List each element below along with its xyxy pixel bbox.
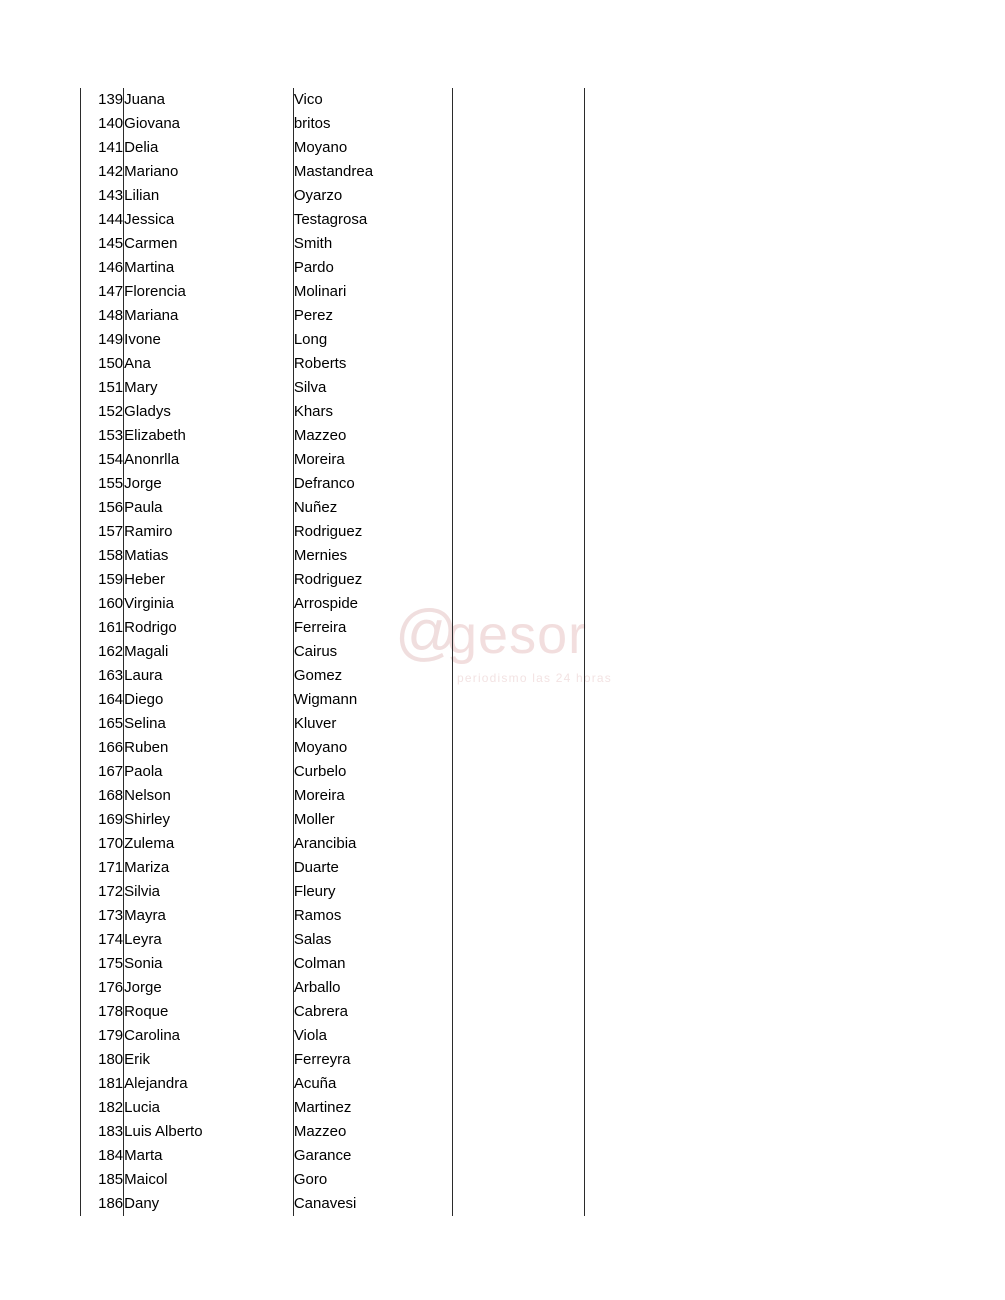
last-name-cell: Cabrera <box>293 1000 453 1024</box>
first-name-cell: Shirley <box>124 808 294 832</box>
empty-cell-4 <box>453 160 585 184</box>
row-number-cell: 144 <box>81 208 124 232</box>
empty-cell-5 <box>584 1072 585 1096</box>
empty-cell-5 <box>584 640 585 664</box>
empty-cell-4 <box>453 760 585 784</box>
empty-cell-5 <box>584 232 585 256</box>
table-row <box>81 904 586 928</box>
table-row <box>81 568 586 592</box>
table-row <box>81 328 586 352</box>
first-name-cell: Leyra <box>124 928 294 952</box>
table-row <box>81 1144 586 1168</box>
last-name-cell: Mazzeo <box>293 424 453 448</box>
row-number-cell: 151 <box>81 376 124 400</box>
last-name-cell: Acuña <box>293 1072 453 1096</box>
empty-cell-5 <box>584 592 585 616</box>
first-name-cell: Erik <box>124 1048 294 1072</box>
first-name-cell: Luis Alberto <box>124 1120 294 1144</box>
first-name-cell: Sonia <box>124 952 294 976</box>
empty-cell-4 <box>453 1192 585 1216</box>
last-name-cell: Mernies <box>293 544 453 568</box>
row-number-cell: 156 <box>81 496 124 520</box>
row-number-cell: 152 <box>81 400 124 424</box>
row-number-cell: 171 <box>81 856 124 880</box>
table-row <box>81 880 586 904</box>
empty-cell-5 <box>584 1120 585 1144</box>
first-name-cell: Rodrigo <box>124 616 294 640</box>
first-name-cell: Diego <box>124 688 294 712</box>
first-name-cell: Maicol <box>124 1168 294 1192</box>
empty-cell-5 <box>584 304 585 328</box>
empty-cell-4 <box>453 328 585 352</box>
last-name-cell: Moller <box>293 808 453 832</box>
last-name-cell: britos <box>293 112 453 136</box>
first-name-cell: Martina <box>124 256 294 280</box>
empty-cell-4 <box>453 376 585 400</box>
empty-cell-4 <box>453 880 585 904</box>
empty-cell-4 <box>453 520 585 544</box>
row-number-cell: 184 <box>81 1144 124 1168</box>
empty-cell-5 <box>584 832 585 856</box>
last-name-cell: Nuñez <box>293 496 453 520</box>
row-number-cell: 140 <box>81 112 124 136</box>
table-row <box>81 1024 586 1048</box>
empty-cell-5 <box>584 208 585 232</box>
empty-cell-4 <box>453 928 585 952</box>
empty-cell-5 <box>584 184 585 208</box>
empty-cell-4 <box>453 1024 585 1048</box>
table-row <box>81 688 586 712</box>
empty-cell-5 <box>584 280 585 304</box>
first-name-cell: Lilian <box>124 184 294 208</box>
last-name-cell: Curbelo <box>293 760 453 784</box>
row-number-cell: 174 <box>81 928 124 952</box>
empty-cell-4 <box>453 208 585 232</box>
watermark-wordmark: gesor <box>447 605 588 665</box>
last-name-cell: Moreira <box>293 448 453 472</box>
empty-cell-5 <box>584 808 585 832</box>
empty-cell-5 <box>584 688 585 712</box>
last-name-cell: Ferreira <box>293 616 453 640</box>
first-name-cell: Magali <box>124 640 294 664</box>
roster-table-body <box>81 88 586 1216</box>
last-name-cell: Wigmann <box>293 688 453 712</box>
empty-cell-5 <box>584 736 585 760</box>
empty-cell-4 <box>453 88 585 112</box>
empty-cell-5 <box>584 1048 585 1072</box>
first-name-cell: Lucia <box>124 1096 294 1120</box>
table-row <box>81 520 586 544</box>
empty-cell-5 <box>584 1168 585 1192</box>
row-number-cell: 145 <box>81 232 124 256</box>
last-name-cell: Arballo <box>293 976 453 1000</box>
row-number-cell: 162 <box>81 640 124 664</box>
table-row <box>81 496 586 520</box>
first-name-cell: Alejandra <box>124 1072 294 1096</box>
last-name-cell: Moyano <box>293 136 453 160</box>
row-number-cell: 167 <box>81 760 124 784</box>
empty-cell-4 <box>453 1120 585 1144</box>
empty-cell-4 <box>453 1000 585 1024</box>
first-name-cell: Giovana <box>124 112 294 136</box>
last-name-cell: Fleury <box>293 880 453 904</box>
first-name-cell: Florencia <box>124 280 294 304</box>
empty-cell-5 <box>584 712 585 736</box>
first-name-cell: Paola <box>124 760 294 784</box>
empty-cell-5 <box>584 112 585 136</box>
row-number-cell: 168 <box>81 784 124 808</box>
empty-cell-5 <box>584 136 585 160</box>
row-number-cell: 169 <box>81 808 124 832</box>
table-row <box>81 1096 586 1120</box>
last-name-cell: Rodriguez <box>293 520 453 544</box>
last-name-cell: Colman <box>293 952 453 976</box>
table-row <box>81 352 586 376</box>
empty-cell-5 <box>584 328 585 352</box>
empty-cell-4 <box>453 1168 585 1192</box>
empty-cell-4 <box>453 664 585 688</box>
empty-cell-5 <box>584 160 585 184</box>
table-row <box>81 928 586 952</box>
table-row <box>81 544 586 568</box>
last-name-cell: Garance <box>293 1144 453 1168</box>
first-name-cell: Mariana <box>124 304 294 328</box>
last-name-cell: Cairus <box>293 640 453 664</box>
row-number-cell: 159 <box>81 568 124 592</box>
empty-cell-4 <box>453 832 585 856</box>
empty-cell-4 <box>453 688 585 712</box>
empty-cell-5 <box>584 856 585 880</box>
empty-cell-4 <box>453 112 585 136</box>
first-name-cell: Gladys <box>124 400 294 424</box>
row-number-cell: 160 <box>81 592 124 616</box>
table-row <box>81 1120 586 1144</box>
table-row <box>81 1048 586 1072</box>
empty-cell-4 <box>453 808 585 832</box>
first-name-cell: Juana <box>124 88 294 112</box>
first-name-cell: Jessica <box>124 208 294 232</box>
row-number-cell: 147 <box>81 280 124 304</box>
roster-table-container <box>80 88 588 1216</box>
table-row <box>81 976 586 1000</box>
last-name-cell: Goro <box>293 1168 453 1192</box>
empty-cell-4 <box>453 304 585 328</box>
table-row <box>81 280 586 304</box>
row-number-cell: 143 <box>81 184 124 208</box>
last-name-cell: Roberts <box>293 352 453 376</box>
first-name-cell: Mariano <box>124 160 294 184</box>
last-name-cell: Gomez <box>293 664 453 688</box>
row-number-cell: 149 <box>81 328 124 352</box>
row-number-cell: 146 <box>81 256 124 280</box>
empty-cell-5 <box>584 760 585 784</box>
last-name-cell: Duarte <box>293 856 453 880</box>
last-name-cell: Canavesi <box>293 1192 453 1216</box>
first-name-cell: Mariza <box>124 856 294 880</box>
empty-cell-4 <box>453 712 585 736</box>
last-name-cell: Vico <box>293 88 453 112</box>
first-name-cell: Zulema <box>124 832 294 856</box>
empty-cell-5 <box>584 400 585 424</box>
first-name-cell: Anonrlla <box>124 448 294 472</box>
empty-cell-5 <box>584 1144 585 1168</box>
last-name-cell: Rodriguez <box>293 568 453 592</box>
empty-cell-5 <box>584 424 585 448</box>
row-number-cell: 170 <box>81 832 124 856</box>
empty-cell-4 <box>453 736 585 760</box>
empty-cell-5 <box>584 928 585 952</box>
roster-table <box>80 88 588 1216</box>
last-name-cell: Perez <box>293 304 453 328</box>
row-number-cell: 148 <box>81 304 124 328</box>
empty-cell-4 <box>453 496 585 520</box>
empty-cell-5 <box>584 448 585 472</box>
row-number-cell: 175 <box>81 952 124 976</box>
row-number-cell: 150 <box>81 352 124 376</box>
row-number-cell: 178 <box>81 1000 124 1024</box>
last-name-cell: Khars <box>293 400 453 424</box>
empty-cell-4 <box>453 184 585 208</box>
row-number-cell: 164 <box>81 688 124 712</box>
row-number-cell: 158 <box>81 544 124 568</box>
row-number-cell: 142 <box>81 160 124 184</box>
table-row <box>81 1000 586 1024</box>
table-row <box>81 88 586 112</box>
empty-cell-5 <box>584 544 585 568</box>
empty-cell-5 <box>584 952 585 976</box>
first-name-cell: Ruben <box>124 736 294 760</box>
first-name-cell: Silvia <box>124 880 294 904</box>
last-name-cell: Kluver <box>293 712 453 736</box>
table-row <box>81 664 586 688</box>
first-name-cell: Selina <box>124 712 294 736</box>
table-row <box>81 1192 586 1216</box>
empty-cell-4 <box>453 1096 585 1120</box>
row-number-cell: 141 <box>81 136 124 160</box>
first-name-cell: Matias <box>124 544 294 568</box>
first-name-cell: Virginia <box>124 592 294 616</box>
table-row <box>81 304 586 328</box>
row-number-cell: 163 <box>81 664 124 688</box>
row-number-cell: 172 <box>81 880 124 904</box>
empty-cell-4 <box>453 1144 585 1168</box>
table-row <box>81 784 586 808</box>
empty-cell-4 <box>453 472 585 496</box>
empty-cell-4 <box>453 904 585 928</box>
row-number-cell: 153 <box>81 424 124 448</box>
first-name-cell: Jorge <box>124 976 294 1000</box>
empty-cell-5 <box>584 1096 585 1120</box>
row-number-cell: 186 <box>81 1192 124 1216</box>
first-name-cell: Nelson <box>124 784 294 808</box>
last-name-cell: Moreira <box>293 784 453 808</box>
watermark-at-icon: @ <box>395 598 458 667</box>
last-name-cell: Arrospide <box>293 592 453 616</box>
row-number-cell: 183 <box>81 1120 124 1144</box>
first-name-cell: Laura <box>124 664 294 688</box>
empty-cell-5 <box>584 784 585 808</box>
table-row <box>81 592 586 616</box>
empty-cell-5 <box>584 568 585 592</box>
last-name-cell: Arancibia <box>293 832 453 856</box>
empty-cell-5 <box>584 352 585 376</box>
empty-cell-4 <box>453 400 585 424</box>
empty-cell-5 <box>584 616 585 640</box>
empty-cell-4 <box>453 136 585 160</box>
row-number-cell: 180 <box>81 1048 124 1072</box>
empty-cell-4 <box>453 232 585 256</box>
first-name-cell: Mayra <box>124 904 294 928</box>
last-name-cell: Ferreyra <box>293 1048 453 1072</box>
empty-cell-4 <box>453 280 585 304</box>
first-name-cell: Elizabeth <box>124 424 294 448</box>
last-name-cell: Long <box>293 328 453 352</box>
table-row <box>81 424 586 448</box>
empty-cell-4 <box>453 352 585 376</box>
empty-cell-5 <box>584 472 585 496</box>
table-row <box>81 184 586 208</box>
last-name-cell: Mastandrea <box>293 160 453 184</box>
empty-cell-4 <box>453 256 585 280</box>
table-row <box>81 256 586 280</box>
first-name-cell: Heber <box>124 568 294 592</box>
empty-cell-4 <box>453 1048 585 1072</box>
table-row <box>81 736 586 760</box>
last-name-cell: Mazzeo <box>293 1120 453 1144</box>
first-name-cell: Delia <box>124 136 294 160</box>
row-number-cell: 139 <box>81 88 124 112</box>
row-number-cell: 173 <box>81 904 124 928</box>
row-number-cell: 161 <box>81 616 124 640</box>
table-row <box>81 472 586 496</box>
watermark-tagline: periodismo las 24 horas <box>457 671 613 685</box>
table-row <box>81 712 586 736</box>
empty-cell-5 <box>584 1000 585 1024</box>
empty-cell-4 <box>453 568 585 592</box>
table-row <box>81 376 586 400</box>
empty-cell-4 <box>453 976 585 1000</box>
table-row <box>81 616 586 640</box>
table-row <box>81 112 586 136</box>
row-number-cell: 176 <box>81 976 124 1000</box>
row-number-cell: 179 <box>81 1024 124 1048</box>
first-name-cell: Mary <box>124 376 294 400</box>
last-name-cell: Silva <box>293 376 453 400</box>
table-row <box>81 832 586 856</box>
empty-cell-5 <box>584 880 585 904</box>
last-name-cell: Testagrosa <box>293 208 453 232</box>
first-name-cell: Carolina <box>124 1024 294 1048</box>
table-row <box>81 856 586 880</box>
row-number-cell: 154 <box>81 448 124 472</box>
last-name-cell: Defranco <box>293 472 453 496</box>
empty-cell-4 <box>453 592 585 616</box>
table-row <box>81 208 586 232</box>
row-number-cell: 166 <box>81 736 124 760</box>
row-number-cell: 165 <box>81 712 124 736</box>
first-name-cell: Dany <box>124 1192 294 1216</box>
empty-cell-4 <box>453 424 585 448</box>
empty-cell-5 <box>584 1192 585 1216</box>
empty-cell-5 <box>584 904 585 928</box>
empty-cell-5 <box>584 256 585 280</box>
table-row <box>81 1072 586 1096</box>
last-name-cell: Smith <box>293 232 453 256</box>
table-row <box>81 448 586 472</box>
empty-cell-4 <box>453 544 585 568</box>
table-row <box>81 952 586 976</box>
table-row <box>81 640 586 664</box>
empty-cell-4 <box>453 952 585 976</box>
first-name-cell: Marta <box>124 1144 294 1168</box>
first-name-cell: Ivone <box>124 328 294 352</box>
empty-cell-5 <box>584 520 585 544</box>
first-name-cell: Roque <box>124 1000 294 1024</box>
table-row <box>81 136 586 160</box>
empty-cell-4 <box>453 856 585 880</box>
last-name-cell: Martinez <box>293 1096 453 1120</box>
last-name-cell: Viola <box>293 1024 453 1048</box>
empty-cell-4 <box>453 640 585 664</box>
first-name-cell: Paula <box>124 496 294 520</box>
row-number-cell: 181 <box>81 1072 124 1096</box>
table-row <box>81 760 586 784</box>
row-number-cell: 157 <box>81 520 124 544</box>
first-name-cell: Ana <box>124 352 294 376</box>
row-number-cell: 182 <box>81 1096 124 1120</box>
empty-cell-5 <box>584 88 585 112</box>
empty-cell-4 <box>453 1072 585 1096</box>
empty-cell-4 <box>453 616 585 640</box>
table-row <box>81 232 586 256</box>
last-name-cell: Ramos <box>293 904 453 928</box>
table-row <box>81 400 586 424</box>
empty-cell-5 <box>584 496 585 520</box>
table-row <box>81 1168 586 1192</box>
last-name-cell: Salas <box>293 928 453 952</box>
empty-cell-5 <box>584 664 585 688</box>
row-number-cell: 155 <box>81 472 124 496</box>
last-name-cell: Molinari <box>293 280 453 304</box>
first-name-cell: Carmen <box>124 232 294 256</box>
last-name-cell: Oyarzo <box>293 184 453 208</box>
empty-cell-5 <box>584 1024 585 1048</box>
empty-cell-5 <box>584 976 585 1000</box>
empty-cell-5 <box>584 376 585 400</box>
empty-cell-4 <box>453 784 585 808</box>
empty-cell-4 <box>453 448 585 472</box>
first-name-cell: Ramiro <box>124 520 294 544</box>
last-name-cell: Pardo <box>293 256 453 280</box>
table-row <box>81 160 586 184</box>
first-name-cell: Jorge <box>124 472 294 496</box>
last-name-cell: Moyano <box>293 736 453 760</box>
table-row <box>81 808 586 832</box>
row-number-cell: 185 <box>81 1168 124 1192</box>
